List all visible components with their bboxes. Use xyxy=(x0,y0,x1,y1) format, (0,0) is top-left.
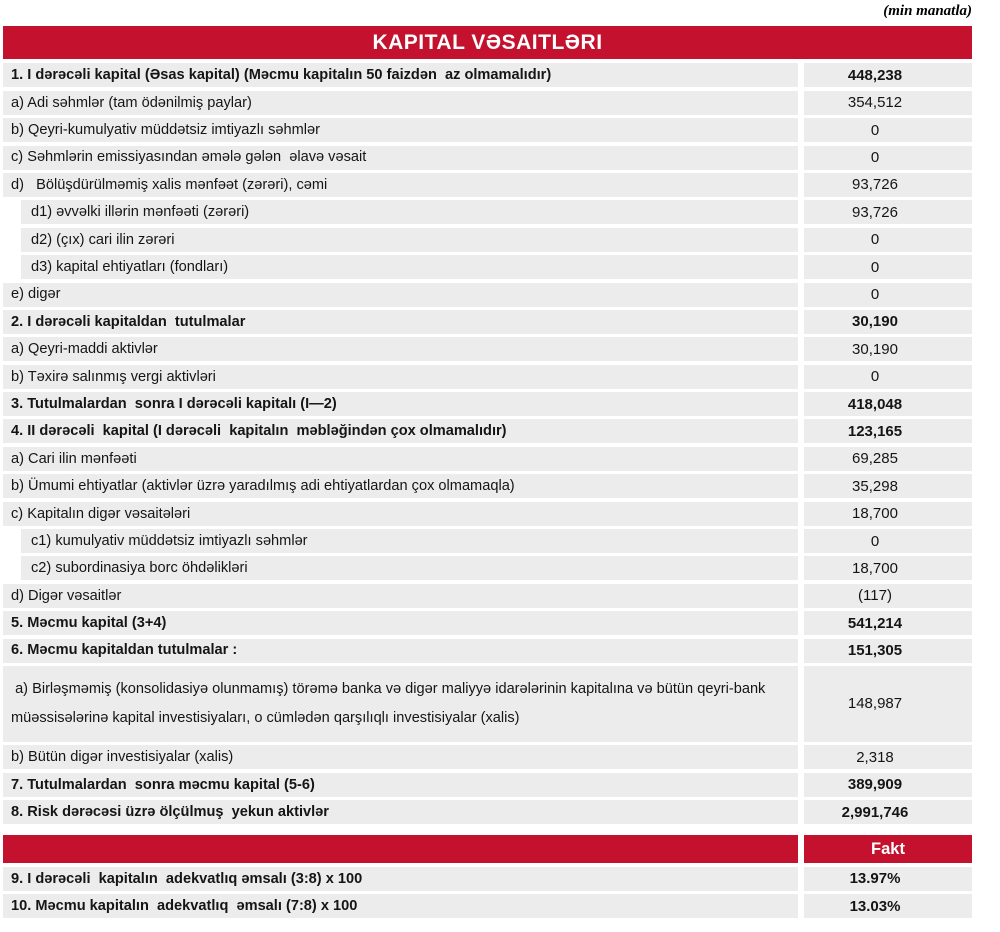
capital-table-rows xyxy=(3,63,972,824)
row-value: 35,298 xyxy=(804,474,972,498)
table-row xyxy=(3,392,972,416)
fakt-header-row xyxy=(3,835,972,863)
row-label: c1) kumulyativ müddətsiz imtiyazlı səhmlər xyxy=(21,529,798,553)
table-row xyxy=(3,146,972,170)
table-row xyxy=(3,419,972,443)
table-row xyxy=(3,283,972,307)
row-value: 0 xyxy=(804,146,972,170)
row-label: a) Qeyri-maddi aktivlər xyxy=(3,337,798,361)
units-note: (min manatla) xyxy=(883,3,972,19)
row-value: 0 xyxy=(804,365,972,389)
row-label: 1. I dərəcəli kapital (Əsas kapital) (Məcmu kapitalın 50 faizdən az olmamalıdır) xyxy=(3,63,798,87)
row-value: 2,318 xyxy=(804,745,972,769)
row-value: 151,305 xyxy=(804,639,972,663)
row-value: 0 xyxy=(804,118,972,142)
row-label: d3) kapital ehtiyatları (fondları) xyxy=(21,255,798,279)
row-value: 18,700 xyxy=(804,502,972,526)
row-value: 13.03% xyxy=(804,894,972,918)
row-label: d) Digər vəsaitlər xyxy=(3,584,798,608)
row-value: 389,909 xyxy=(804,773,972,797)
row-label: d) Bölüşdürülməmiş xalis mənfəət (zərəri), cəmi xyxy=(3,173,798,197)
table-row xyxy=(3,255,972,279)
row-label: 5. Məcmu kapital (3+4) xyxy=(3,611,798,635)
adequacy-ratio-table xyxy=(3,835,972,922)
row-value: 30,190 xyxy=(804,310,972,334)
row-label: a) Birləşməmiş (konsolidasiyə olunmamış) törəmə banka və digər maliyyə idarələrinin kapitalına və bütün qeyri-bank müəssisələrinə kapital investisiyaları, o cümlədən qarşılıqlı investisiyalar (xalis) xyxy=(3,666,798,742)
row-label: a) Cari ilin mənfəəti xyxy=(3,447,798,471)
table-row xyxy=(3,639,972,663)
table-row xyxy=(3,447,972,471)
row-value: 93,726 xyxy=(804,200,972,224)
table-row xyxy=(3,611,972,635)
row-value: 93,726 xyxy=(804,173,972,197)
row-value: 30,190 xyxy=(804,337,972,361)
row-label: c) Səhmlərin emissiyasından əmələ gələn əlavə vəsait xyxy=(3,146,798,170)
row-value: 18,700 xyxy=(804,556,972,580)
row-label: 9. I dərəcəli kapitalın adekvatlıq əmsalı (3:8) x 100 xyxy=(3,867,798,891)
row-value: 0 xyxy=(804,228,972,252)
row-value: 13.97% xyxy=(804,867,972,891)
table-row xyxy=(3,745,972,769)
table-row xyxy=(3,200,972,224)
table-row xyxy=(3,666,972,742)
row-label: b) Təxirə salınmış vergi aktivləri xyxy=(3,365,798,389)
row-value: 0 xyxy=(804,529,972,553)
row-value: (117) xyxy=(804,584,972,608)
table-row xyxy=(3,867,972,891)
table-row xyxy=(3,800,972,824)
row-value: 69,285 xyxy=(804,447,972,471)
row-label: 10. Məcmu kapitalın adekvatlıq əmsalı (7:8) x 100 xyxy=(3,894,798,918)
row-value: 418,048 xyxy=(804,392,972,416)
table-row xyxy=(3,118,972,142)
row-label: c) Kapitalın digər vəsaitələri xyxy=(3,502,798,526)
row-label: a) Adi səhmlər (tam ödənilmiş paylar) xyxy=(3,91,798,115)
row-value: 354,512 xyxy=(804,91,972,115)
table-title: KAPITAL VƏSAITLƏRI xyxy=(3,26,972,59)
row-label: 7. Tutulmalardan sonra məcmu kapital (5-6) xyxy=(3,773,798,797)
table-row xyxy=(3,474,972,498)
table-row xyxy=(3,63,972,87)
table-row xyxy=(3,529,972,553)
row-value: 123,165 xyxy=(804,419,972,443)
capital-resources-table xyxy=(3,26,972,828)
row-label: 6. Məcmu kapitaldan tutulmalar : xyxy=(3,639,798,663)
row-label: 4. II dərəcəli kapital (I dərəcəli kapitalın məbləğindən çox olmamalıdır) xyxy=(3,419,798,443)
row-label: 8. Risk dərəcəsi üzrə ölçülmuş yekun aktivlər xyxy=(3,800,798,824)
table-row xyxy=(3,228,972,252)
row-value: 2,991,746 xyxy=(804,800,972,824)
row-value: 148,987 xyxy=(804,666,972,742)
row-label: b) Bütün digər investisiyalar (xalis) xyxy=(3,745,798,769)
adequacy-table-rows xyxy=(3,867,972,918)
row-label: 2. I dərəcəli kapitaldan tutulmalar xyxy=(3,310,798,334)
row-value: 541,214 xyxy=(804,611,972,635)
table-row xyxy=(3,337,972,361)
row-label: b) Ümumi ehtiyatlar (aktivlər üzrə yaradılmış adi ehtiyatlardan çox olmamaqla) xyxy=(3,474,798,498)
row-label: d2) (çıx) cari ilin zərəri xyxy=(21,228,798,252)
row-label: c2) subordinasiya borc öhdəlikləri xyxy=(21,556,798,580)
table-row xyxy=(3,556,972,580)
table-row xyxy=(3,365,972,389)
table-row xyxy=(3,584,972,608)
table-row xyxy=(3,173,972,197)
table-row xyxy=(3,894,972,918)
row-label: b) Qeyri-kumulyativ müddətsiz imtiyazlı səhmlər xyxy=(3,118,798,142)
row-label: e) digər xyxy=(3,283,798,307)
table-row xyxy=(3,502,972,526)
row-value: 0 xyxy=(804,255,972,279)
fakt-header-spacer xyxy=(3,835,798,863)
row-value: 0 xyxy=(804,283,972,307)
table-row xyxy=(3,91,972,115)
fakt-column-header: Fakt xyxy=(804,835,972,863)
row-label: 3. Tutulmalardan sonra I dərəcəli kapitalı (I—2) xyxy=(3,392,798,416)
row-label: d1) əvvəlki illərin mənfəəti (zərəri) xyxy=(21,200,798,224)
table-row xyxy=(3,773,972,797)
table-row xyxy=(3,310,972,334)
row-value: 448,238 xyxy=(804,63,972,87)
